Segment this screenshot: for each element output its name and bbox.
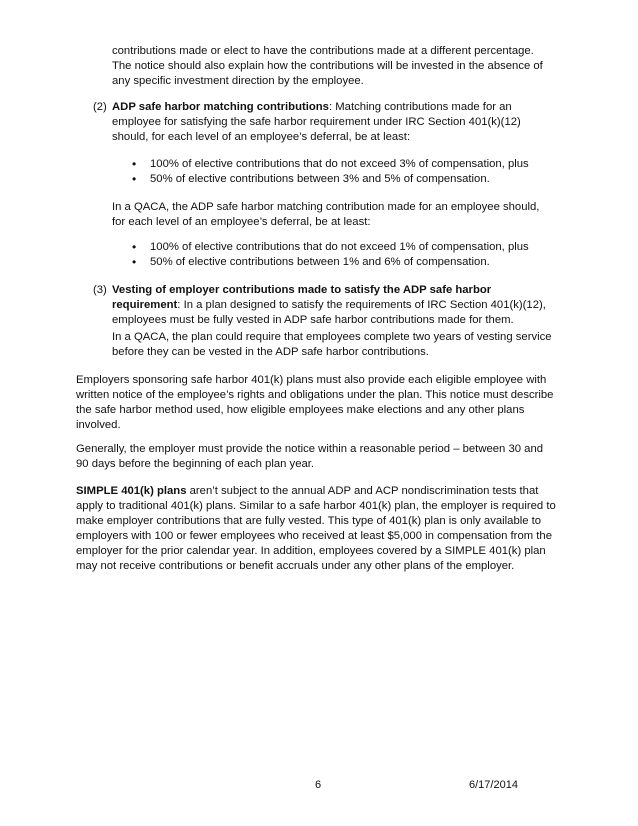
text-line: Generally, the employer must provide the notice within a reasonable period – between 30 and xyxy=(76,443,544,455)
list-item: • 100% of elective contributions that do not exceed 1% of compensation, plus xyxy=(132,240,529,255)
text-line: may not receive contributions or benefit accruals under any other plans of the employer. xyxy=(76,560,515,572)
item-title: Vesting of employer contributions made to satisfy the ADP safe harbor xyxy=(112,284,492,296)
text-line: 90 days before the beginning of each plan year. xyxy=(76,458,315,470)
item-vesting xyxy=(112,283,546,328)
text-line: In a QACA, the plan could require that employees complete two years of vesting service xyxy=(112,331,552,343)
text-line: the safe harbor method used, how eligible employees make elections and any other plans xyxy=(76,404,525,416)
text-line: employees must be fully vested in ADP safe harbor contributions made for them. xyxy=(112,314,514,326)
text-line: employee for satisfying the safe harbor requirement under IRC Section 401(k)(12) xyxy=(112,116,521,128)
list-number: (2) xyxy=(93,101,107,113)
text-line: any specific investment direction by the employee. xyxy=(112,75,364,87)
list-item: • 50% of elective contributions between 1% and 6% of compensation. xyxy=(132,255,529,270)
item-text: : In a plan designed to satisfy the requirements of IRC Section 401(k)(12), xyxy=(177,299,546,311)
continuation-paragraph xyxy=(112,44,543,89)
text-line: employer for the prior calendar year. In addition, employees covered by a SIMPLE 401(k) plan xyxy=(76,545,546,557)
list-item: • 100% of elective contributions that do not exceed 3% of compensation, plus xyxy=(132,157,529,172)
text-line xyxy=(76,484,556,499)
item-title: ADP safe harbor matching contributions xyxy=(112,101,329,113)
qaca-matching-paragraph xyxy=(112,200,539,230)
simple-401k-paragraph xyxy=(76,484,556,574)
text-line: make employer contributions that are fully vested. This type of 401(k) plan is only available to xyxy=(76,515,542,527)
qaca-vesting-paragraph xyxy=(112,330,552,360)
bullet-list xyxy=(132,157,529,187)
item-text: : Matching contributions made for an xyxy=(328,101,512,113)
text-line: apply to traditional 401(k) plans. Similar to a safe harbor 401(k) plan, the employer is required to xyxy=(76,500,556,512)
text-line: In a QACA, the ADP safe harbor matching contribution made for an employee should, xyxy=(112,201,540,213)
text-line: Employers sponsoring safe harbor 401(k) plans must also provide each eligible employee with xyxy=(76,374,547,386)
paragraph-text: aren’t subject to the annual ADP and ACP nondiscrimination tests that xyxy=(186,485,539,497)
text-line: for each level of an employee’s deferral, be at least: xyxy=(112,216,371,228)
footer-date: 6/17/2014 xyxy=(469,779,518,791)
text-line: employers with 100 or fewer employees who received at least $5,000 in compensation from the xyxy=(76,530,552,542)
text-line: contributions made or elect to have the contributions made at a different percentage. xyxy=(112,45,534,57)
notice-paragraph xyxy=(76,373,553,433)
item-adp-matching xyxy=(112,100,521,145)
text-line: The notice should also explain how the contributions will be invested in the absence of xyxy=(112,60,543,72)
text-line: should, for each level of an employee’s deferral, be at least: xyxy=(112,131,411,143)
text-line xyxy=(112,298,546,313)
text-line xyxy=(112,100,521,115)
timing-paragraph xyxy=(76,442,543,472)
list-number: (3) xyxy=(93,284,107,296)
text-line: before they can be vested in the ADP safe harbor contributions. xyxy=(112,346,429,358)
bullet-list xyxy=(132,240,529,270)
list-item: • 50% of elective contributions between 3% and 5% of compensation. xyxy=(132,172,529,187)
paragraph-title: SIMPLE 401(k) plans xyxy=(76,485,187,497)
item-title: requirement xyxy=(112,299,178,311)
text-line: written notice of the employee’s rights and obligations under the plan. This notice must describe xyxy=(76,389,554,401)
text-line: involved. xyxy=(76,419,121,431)
page-number: 6 xyxy=(315,779,322,791)
